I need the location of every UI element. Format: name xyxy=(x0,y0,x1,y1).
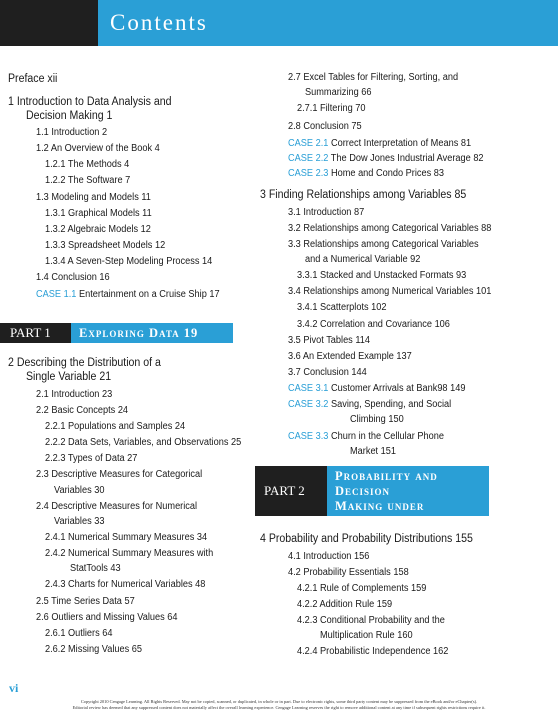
toc-entry: 1.3.2 Algebraic Models 12 xyxy=(45,224,151,235)
toc-entry: 3.3 Relationships among Categorical Variables xyxy=(288,239,479,250)
case-label: CASE 2.2 xyxy=(288,153,329,164)
toc-entry: 3.2 Relationships among Categorical Variables 88 xyxy=(288,223,492,234)
case-entry xyxy=(288,431,444,443)
case-label: CASE 3.1 xyxy=(288,383,329,394)
case-label: CASE 2.1 xyxy=(288,138,329,149)
toc-entry: 4.2.2 Addition Rule 159 xyxy=(297,599,393,610)
chapter-entry: Decision Making 1 xyxy=(26,110,113,122)
toc-entry: and a Numerical Variable 92 xyxy=(305,254,421,265)
toc-entry: 2.4.2 Numerical Summary Measures with xyxy=(45,548,214,559)
toc-entry: 4.2.3 Conditional Probability and the xyxy=(297,615,445,626)
case-entry xyxy=(288,383,465,395)
toc-entry: 3.3.1 Stacked and Unstacked Formats 93 xyxy=(297,270,467,281)
page-number: vi xyxy=(9,681,19,695)
toc-entry: 3.4 Relationships among Numerical Variables 101 xyxy=(288,286,492,297)
case-entry xyxy=(288,138,471,150)
chapter-entry: Preface xii xyxy=(8,73,58,85)
toc-entry: 3.5 Pivot Tables 114 xyxy=(288,335,371,346)
toc-entry: Summarizing 66 xyxy=(305,87,372,98)
case-label: CASE 3.3 xyxy=(288,431,329,442)
chapter-entry: 1 Introduction to Data Analysis and xyxy=(8,96,172,108)
toc-entry: 2.7 Excel Tables for Filtering, Sorting, and xyxy=(288,72,459,83)
header-dark-block xyxy=(0,0,98,46)
toc-entry: 3.4.2 Correlation and Covariance 106 xyxy=(297,319,450,330)
toc-entry: 2.6.1 Outliers 64 xyxy=(45,628,113,639)
part2-title-line: Making under xyxy=(335,499,425,513)
copyright-line: Editorial review has deemed that any suppressed content does not materially affect the overall learning experience. Cengage Learning reserves the right to remove additional content at any time if subsequent rights restrictions require it. xyxy=(72,705,486,710)
toc-entry: 2.2.1 Populations and Samples 24 xyxy=(45,421,186,432)
toc-entry: 2.6 Outliers and Missing Values 64 xyxy=(36,612,178,623)
chapter-entry: 3 Finding Relationships among Variables 85 xyxy=(260,189,467,201)
toc-entry: 1.3.3 Spreadsheet Models 12 xyxy=(45,240,166,251)
toc-entry: 2.6.2 Missing Values 65 xyxy=(45,644,143,655)
toc-entry: 2.8 Conclusion 75 xyxy=(288,121,362,132)
case-label: CASE 1.1 xyxy=(36,289,77,300)
toc-entry: Variables 30 xyxy=(54,485,105,496)
case-entry xyxy=(288,153,484,165)
part2-title-line: Uncertainty 153 xyxy=(335,514,441,528)
toc-entry: 3.1 Introduction 87 xyxy=(288,207,365,218)
toc-entry: 4.2 Probability Essentials 158 xyxy=(288,567,409,578)
case-title: Entertainment on a Cruise Ship 17 xyxy=(78,289,220,300)
toc-entry: 1.2 An Overview of the Book 4 xyxy=(36,143,160,154)
case-entry xyxy=(288,168,444,180)
part2-label: PART 2 xyxy=(255,466,327,516)
case-title: Correct Interpretation of Means 81 xyxy=(330,138,472,149)
case-entry xyxy=(36,289,220,301)
toc-entry: 2.4.3 Charts for Numerical Variables 48 xyxy=(45,579,206,590)
case-label: CASE 2.3 xyxy=(288,168,329,179)
toc-entry: 1.1 Introduction 2 xyxy=(36,127,108,138)
case-title: Saving, Spending, and Social xyxy=(330,399,452,410)
toc-entry: 1.4 Conclusion 16 xyxy=(36,272,110,283)
case-label: CASE 3.2 xyxy=(288,399,329,410)
toc-entry: 2.2.3 Types of Data 27 xyxy=(45,453,138,464)
toc-entry: 2.4.1 Numerical Summary Measures 34 xyxy=(45,532,208,543)
toc-entry: 1.2.1 The Methods 4 xyxy=(45,159,130,170)
toc-entry: Variables 33 xyxy=(54,516,105,527)
toc-entry: 3.4.1 Scatterplots 102 xyxy=(297,302,387,313)
toc-entry: 4.2.1 Rule of Complements 159 xyxy=(297,583,427,594)
toc-entry: 1.3 Modeling and Models 11 xyxy=(36,192,151,203)
toc-entry: 4.1 Introduction 156 xyxy=(288,551,370,562)
toc-entry: 3.6 An Extended Example 137 xyxy=(288,351,412,362)
part2-title-line: Probability and Decision xyxy=(335,469,438,498)
toc-entry: 2.7.1 Filtering 70 xyxy=(297,103,366,114)
page-title: Contents xyxy=(110,10,208,35)
toc-entry: 3.7 Conclusion 144 xyxy=(288,367,367,378)
case-title: The Dow Jones Industrial Average 82 xyxy=(330,153,484,164)
part1-label: PART 1 xyxy=(0,323,71,343)
case-title: Home and Condo Prices 83 xyxy=(330,168,444,179)
part2-title xyxy=(327,466,489,528)
copyright-line: Copyright 2010 Cengage Learning. All Rights Reserved. May not be copied, scanned, or duplicated, in whole or in part. Due to electronic rights, some third party content may be suppressed from the eBook and/or eChapter(s). xyxy=(80,699,478,704)
toc-entry: Market 151 xyxy=(350,446,397,457)
chapter-entry: 4 Probability and Probability Distributions 155 xyxy=(260,533,473,545)
case-entry xyxy=(288,399,451,411)
toc-entry: StatTools 43 xyxy=(70,563,121,574)
part1-title: Exploring Data 19 xyxy=(71,323,233,343)
toc-entry: 2.3 Descriptive Measures for Categorical xyxy=(36,469,203,480)
chapter-entry: 2 Describing the Distribution of a xyxy=(8,357,161,369)
toc-entry: 2.4 Descriptive Measures for Numerical xyxy=(36,501,198,512)
case-title: Customer Arrivals at Bank98 149 xyxy=(330,383,466,394)
toc-entry: 4.2.4 Probabilistic Independence 162 xyxy=(297,646,449,657)
chapter-entry: Single Variable 21 xyxy=(26,371,112,383)
toc-entry: 2.2 Basic Concepts 24 xyxy=(36,405,129,416)
case-title: Churn in the Cellular Phone xyxy=(330,431,444,442)
toc-entry: 2.5 Time Series Data 57 xyxy=(36,596,135,607)
toc-entry: 2.2.2 Data Sets, Variables, and Observations 25 xyxy=(45,437,242,448)
toc-entry: 2.1 Introduction 23 xyxy=(36,389,113,400)
toc-entry: Multiplication Rule 160 xyxy=(320,630,413,641)
toc-entry: 1.3.1 Graphical Models 11 xyxy=(45,208,152,219)
toc-entry: 1.3.4 A Seven-Step Modeling Process 14 xyxy=(45,256,213,267)
toc-entry: 1.2.2 The Software 7 xyxy=(45,175,131,186)
toc-entry: Climbing 150 xyxy=(350,414,404,425)
